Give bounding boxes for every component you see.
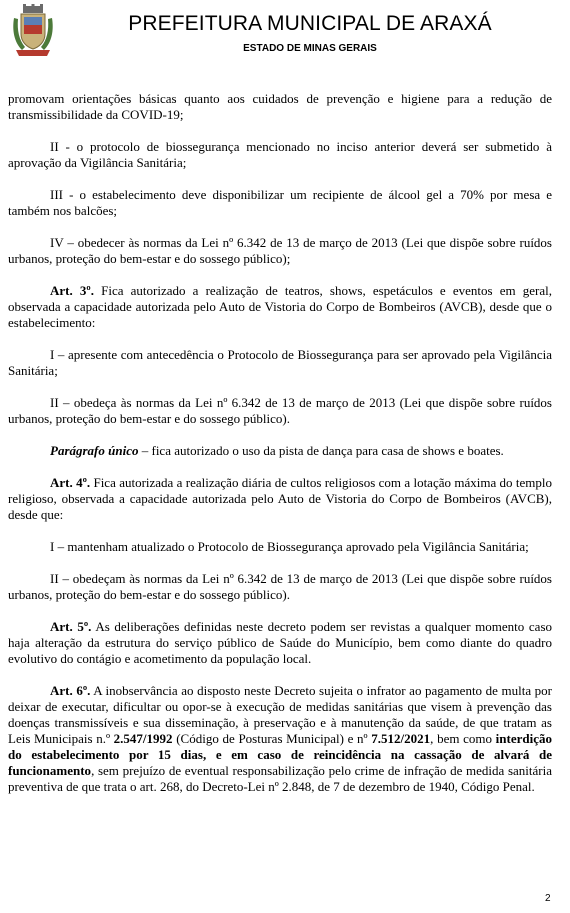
article-text: Fica autorizada a realização diária de cultos religiosos com a lotação máxima do templo religioso, observada a capacidade autorizada pelo Auto de Vistoria do Corpo de Bombeiros (AVCB), desde que: (8, 475, 553, 522)
page-number: 2 (545, 893, 551, 904)
paragraph: I – apresente com antecedência o Protocolo de Biossegurança para ser aprovado pela Vigilância Sanitária; (8, 347, 552, 378)
article-text: Fica autorizado a realização de teatros, shows, espetáculos e eventos em geral, observada a capacidade autorizada pelo Auto de Vistoria do Corpo de Bombeiros (AVCB), desde que o estabelecimento: (8, 283, 553, 330)
article-text: , sem prejuízo de eventual responsabilização pelo crime de infração de medida sanitária preventiva de que trata o art. 268, do Decreto-Lei nº 2.848, de 7 de dezembro de 1940, Código Penal. (8, 763, 552, 794)
decree-text (8, 91, 552, 811)
clause-text: – fica autorizado o uso da pista de dança para casa de shows e boates. (138, 443, 504, 458)
article-label: Art. 3º. (50, 283, 94, 298)
article-text: A inobservância ao disposto neste Decreto sujeita o infrator ao pagamento de multa por deixar de executar, dificultar ou opor-se à execução de medidas sanitárias que visem à prevenção das doenças transmissíveis e sua disseminação, à preservação e à manutenção da saúde, de que tratam as Leis Municipais n.º (8, 683, 552, 746)
paragraph: IV – obedecer às normas da Lei nº 6.342 de 13 de março de 2013 (Lei que dispõe sobre ruídos urbanos, proteção do bem-estar e do sossego público); (8, 235, 552, 266)
page-subtitle: ESTADO DE MINAS GERAIS (243, 43, 377, 54)
article-text: , bem como (430, 731, 496, 746)
article-text: As deliberações definidas neste decreto podem ser revistas a qualquer momento caso haja alteração da estrutura do serviço público de Saúde do Município, bem como diante do quadro evolutivo do contágio e acometimento da população local. (8, 619, 553, 666)
paragraph: II – obedeça às normas da Lei nº 6.342 de 13 de março de 2013 (Lei que dispõe sobre ruídos urbanos, proteção do bem-estar e do sossego público). (8, 395, 552, 426)
article-6 (8, 683, 552, 795)
article-label: Art. 4º. (50, 475, 91, 490)
page-header (0, 0, 570, 70)
law-number: 7.512/2021 (371, 731, 431, 746)
article-text: (Código de Posturas Municipal) e nº (172, 731, 372, 746)
law-number: 2.547/1992 (113, 731, 173, 746)
paragraph: I – mantenham atualizado o Protocolo de Biossegurança aprovado pela Vigilância Sanitária; (50, 539, 529, 554)
article-3 (8, 283, 552, 331)
municipal-coat-of-arms-icon (12, 4, 54, 60)
clause-label: Parágrafo único (50, 443, 139, 458)
paragraph: II - o protocolo de biossegurança mencionado no inciso anterior deverá ser submetido à aprovação da Vigilância Sanitária; (8, 139, 552, 170)
paragraph: II – obedeçam às normas da Lei nº 6.342 de 13 de março de 2013 (Lei que dispõe sobre ruídos urbanos, proteção do bem-estar e do sossego público). (8, 571, 552, 602)
article-label: Art. 6º. (50, 683, 91, 698)
penalty-text: interdição do estabelecimento por 15 dias, e em caso de reincidência na cassação de alvará de funcionamento (8, 731, 552, 778)
paragraph: promovam orientações básicas quanto aos cuidados de prevenção e higiene para a redução de transmissibilidade da COVID-19; (8, 91, 552, 122)
article-5 (8, 619, 552, 667)
article-4 (8, 475, 552, 523)
single-paragraph-clause (8, 443, 552, 459)
article-label: Art. 5º. (50, 619, 92, 634)
paragraph: III - o estabelecimento deve disponibilizar um recipiente de álcool gel a 70% por mesa e também nos balcões; (8, 187, 552, 218)
page-title: PREFEITURA MUNICIPAL DE ARAXÁ (128, 12, 492, 35)
